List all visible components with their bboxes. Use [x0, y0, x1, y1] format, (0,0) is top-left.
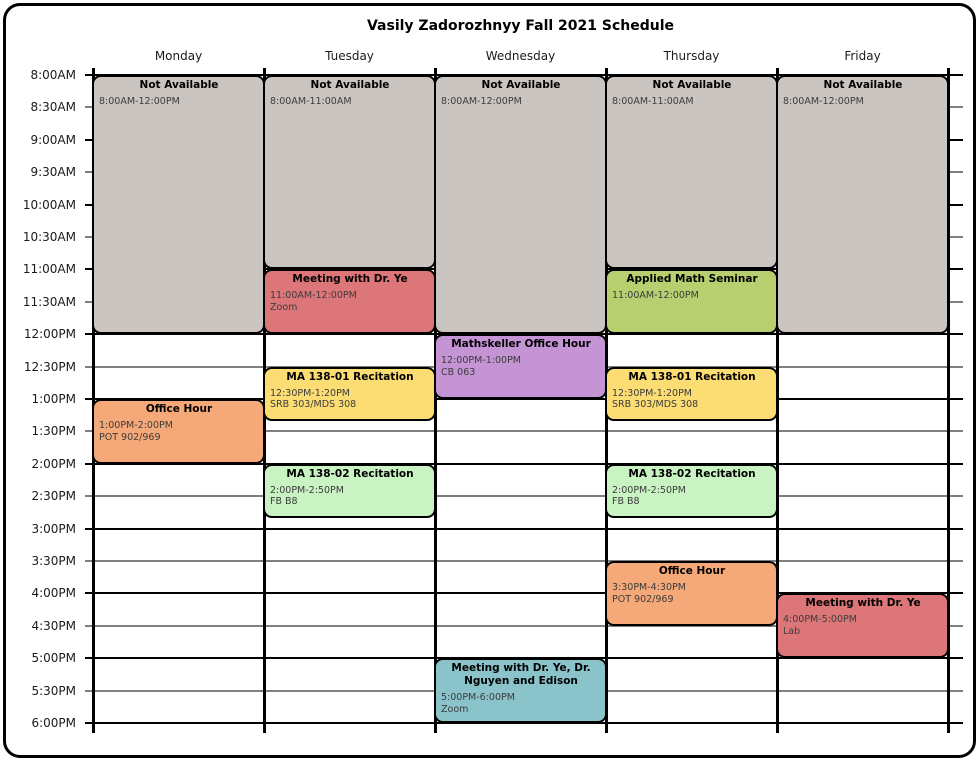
schedule-event — [92, 75, 265, 334]
event-time: 11:00AM-12:00PM — [612, 290, 699, 302]
event-title: Not Available — [652, 79, 732, 91]
event-time: 8:00AM-12:00PM — [783, 96, 864, 107]
time-label: 4:30PM — [31, 618, 76, 633]
event-time: 4:00PM-5:00PM — [783, 614, 857, 626]
event-location: Zoom — [441, 703, 469, 715]
event-location: FB B8 — [612, 496, 640, 508]
event-title: Not Available — [823, 79, 903, 91]
time-label: 5:30PM — [31, 683, 76, 698]
event-location: POT 902/969 — [99, 431, 161, 443]
event-time: 2:00PM-2:50PM — [270, 484, 344, 496]
time-label: 9:00AM — [30, 132, 76, 147]
schedule-event — [605, 269, 778, 334]
event-title: Mathskeller Office Hour — [451, 338, 591, 351]
event-time: 3:30PM-4:30PM — [612, 582, 686, 593]
schedule-event — [605, 464, 778, 518]
event-title: Not Available — [310, 79, 390, 91]
event-title: Meeting with Dr. Ye — [292, 273, 408, 286]
event-location: SRB 303/MDS 308 — [270, 399, 357, 411]
event-title: Not Available — [139, 79, 219, 91]
time-label: 10:00AM — [22, 197, 76, 212]
schedule-event — [92, 399, 265, 464]
event-title: Meeting with Dr. Ye, Dr. Nguyen and Edison — [451, 662, 591, 688]
event-title: MA 138-02 Recitation — [286, 467, 414, 480]
time-label: 5:00PM — [31, 651, 76, 666]
schedule-event — [263, 75, 436, 269]
event-location: SRB 303/MDS 308 — [612, 399, 699, 411]
day-label: Tuesday — [325, 49, 374, 63]
time-label: 3:30PM — [31, 554, 76, 568]
event-location: Lab — [783, 625, 801, 637]
time-label: 4:00PM — [31, 586, 76, 601]
time-label: 8:00AM — [30, 68, 76, 82]
event-title: Meeting with Dr. Ye — [805, 597, 921, 610]
schedule-event — [434, 334, 607, 399]
time-label: 11:30AM — [22, 294, 76, 309]
schedule-event — [263, 367, 436, 421]
day-label: Monday — [154, 49, 203, 63]
event-title: MA 138-01 Recitation — [628, 370, 756, 383]
event-time: 12:30PM-1:20PM — [612, 387, 692, 399]
event-time: 1:00PM-2:00PM — [99, 420, 173, 431]
schedule-event — [605, 367, 778, 421]
time-label: 2:00PM — [31, 456, 76, 471]
event-title: Not Available — [481, 79, 561, 91]
day-label: Thursday — [663, 49, 720, 63]
schedule-event — [434, 658, 607, 723]
event-time: 12:30PM-1:20PM — [270, 387, 350, 399]
time-label: 1:30PM — [31, 424, 76, 439]
schedule-event — [263, 269, 436, 334]
event-time: 8:00AM-12:00PM — [441, 96, 522, 107]
schedule-event — [263, 464, 436, 518]
event-title: MA 138-01 Recitation — [286, 370, 414, 383]
event-title: MA 138-02 Recitation — [628, 467, 756, 480]
grid-hour-line — [85, 528, 963, 530]
time-label: 12:30PM — [23, 359, 76, 374]
schedule-event — [605, 561, 778, 626]
page-title: Vasily Zadorozhnyy Fall 2021 Schedule — [366, 18, 675, 34]
event-time: 8:00AM-11:00AM — [612, 96, 694, 107]
time-label: 3:00PM — [31, 521, 76, 536]
event-time: 12:00PM-1:00PM — [441, 355, 521, 367]
schedule-event — [605, 75, 778, 269]
event-title: Applied Math Seminar — [626, 273, 758, 286]
event-location: FB B8 — [270, 496, 298, 508]
time-label: 8:30AM — [30, 100, 76, 115]
event-time: 2:00PM-2:50PM — [612, 484, 686, 496]
grid-halfhour-line — [85, 560, 963, 562]
time-label: 1:00PM — [31, 392, 76, 406]
event-location: POT 902/969 — [612, 593, 674, 605]
time-label: 10:30AM — [22, 230, 76, 244]
event-title: Office Hour — [658, 565, 726, 577]
day-label: Wednesday — [485, 49, 556, 63]
schedule-event — [776, 593, 949, 658]
event-location: CB 063 — [441, 366, 476, 378]
event-time: 5:00PM-6:00PM — [441, 692, 515, 704]
event-time: 11:00AM-12:00PM — [270, 290, 357, 302]
time-label: 9:30AM — [30, 165, 76, 180]
schedule-event — [434, 75, 607, 334]
day-label: Friday — [844, 49, 881, 63]
time-label: 11:00AM — [22, 262, 76, 277]
event-time: 8:00AM-12:00PM — [99, 96, 180, 107]
event-title: Office Hour — [145, 403, 213, 415]
grid-halfhour-line — [85, 495, 963, 497]
event-time: 8:00AM-11:00AM — [270, 96, 352, 107]
event-location: Zoom — [270, 301, 298, 313]
time-label: 2:30PM — [31, 489, 76, 504]
time-label: 6:00PM — [31, 716, 76, 730]
schedule-event — [776, 75, 949, 334]
time-label: 12:00PM — [23, 327, 76, 342]
